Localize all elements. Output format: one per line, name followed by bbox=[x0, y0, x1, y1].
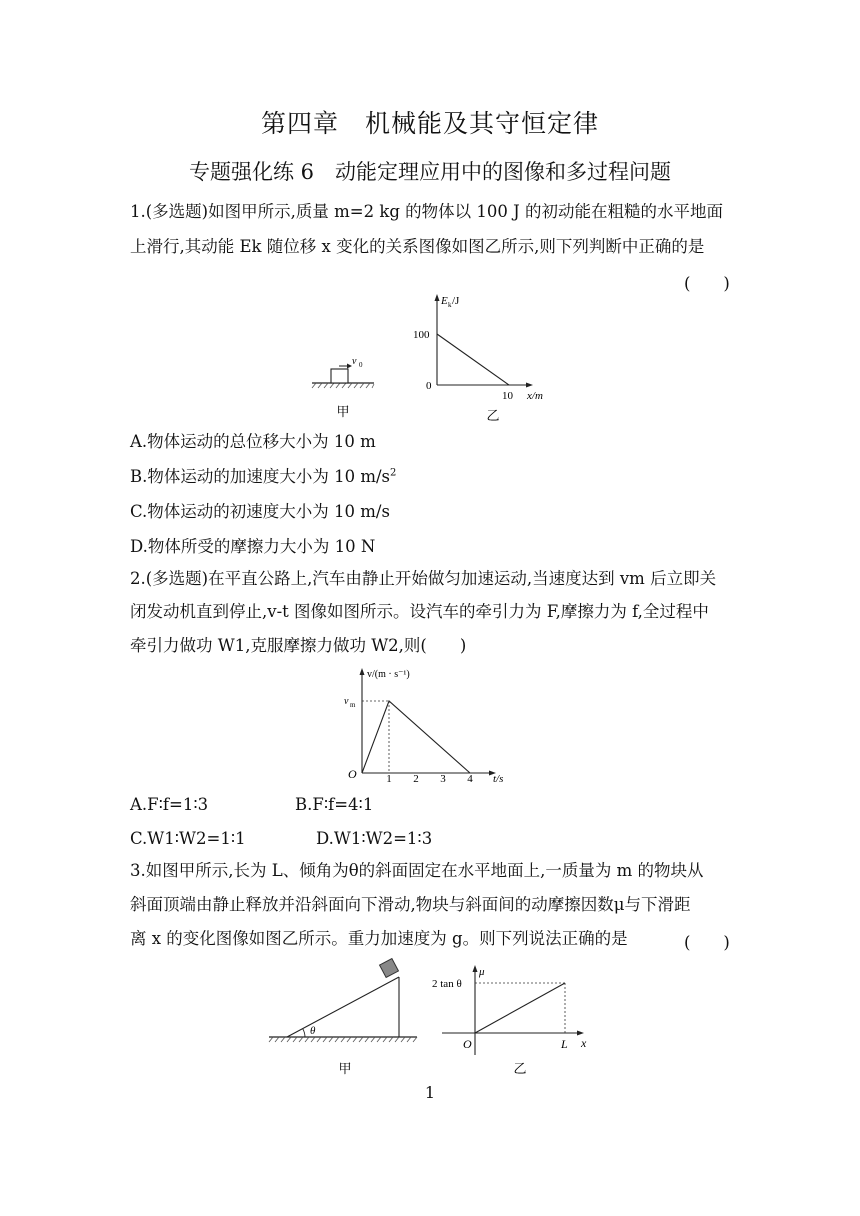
vm-label: v bbox=[344, 696, 349, 707]
fig-label-yi: 乙 bbox=[513, 1061, 527, 1076]
q1-line1: 1.(多选题)如图甲所示,质量 m=2 kg 的物体以 100 J 的初动能在粗糙的水平地面 bbox=[130, 202, 723, 221]
x-tick-3: 3 bbox=[440, 773, 446, 785]
v0-label: v bbox=[352, 356, 357, 367]
q1-line2: 上滑行,其动能 Ek 随位移 x 变化的关系图像如图乙所示,则下列判断中正确的是 bbox=[130, 237, 705, 256]
angle-label: θ bbox=[310, 1025, 316, 1037]
x-tick-2: 2 bbox=[413, 773, 419, 785]
block bbox=[331, 369, 348, 383]
fig-label-jia: 甲 bbox=[336, 404, 350, 419]
vm-subscript: m bbox=[350, 701, 356, 709]
q1-option-a: A.物体运动的总位移大小为 10 m bbox=[130, 432, 376, 451]
q3-figure-yi bbox=[428, 955, 598, 1080]
q1-answer-paren: ( ) bbox=[684, 274, 730, 293]
q1-figure-jia bbox=[308, 350, 378, 426]
q2-option-b: B.F∶f=4∶1 bbox=[295, 795, 374, 814]
x-tick-L: L bbox=[561, 1037, 568, 1051]
y-axis-label: E bbox=[441, 295, 448, 307]
q3-answer-paren: ( ) bbox=[684, 933, 730, 952]
vt-line bbox=[362, 701, 470, 773]
origin-label: 0 bbox=[426, 380, 432, 392]
page-number: 1 bbox=[424, 1083, 436, 1102]
y-axis-subscript: k bbox=[448, 301, 452, 309]
x-tick-10: 10 bbox=[502, 390, 513, 402]
q2-option-a: A.F∶f=1∶3 bbox=[130, 795, 209, 814]
x-axis-label: x/m bbox=[527, 390, 543, 402]
fig-label-jia: 甲 bbox=[338, 1061, 352, 1076]
q1-option-b: B.物体运动的加速度大小为 10 $m/s^2$ bbox=[130, 467, 397, 486]
q1-option-d: D.物体所受的摩擦力大小为 10 N bbox=[130, 537, 376, 556]
q1-figure-yi bbox=[405, 288, 565, 428]
q2-line2: 闭发动机直到停止,v-t 图像如图所示。设汽车的牵引力为 F,摩擦力为 f,全过程中 bbox=[130, 602, 709, 621]
x-tick-1: 1 bbox=[386, 773, 392, 785]
q2-line3: 牵引力做功 W1,克服摩擦力做功 W2,则( ) bbox=[130, 636, 467, 655]
chapter-title: 第四章 机械能及其守恒定律 bbox=[260, 109, 599, 138]
y-axis-label: μ bbox=[479, 966, 485, 978]
y-axis-unit: /J bbox=[452, 295, 460, 307]
q2-option-c: C.W1∶W2=1∶1 bbox=[130, 829, 246, 848]
mu-line bbox=[475, 983, 565, 1033]
x-tick-4: 4 bbox=[467, 773, 473, 785]
origin-label: O bbox=[348, 767, 357, 781]
q3-line2: 斜面顶端由静止释放并沿斜面向下滑动,物块与斜面间的动摩擦因数μ与下滑距 bbox=[130, 895, 691, 914]
block bbox=[380, 959, 399, 978]
q2-option-d: D.W1∶W2=1∶3 bbox=[316, 829, 433, 848]
y-tick-100: 100 bbox=[413, 329, 430, 341]
origin-label: O bbox=[463, 1037, 472, 1051]
y-tick-2tan: 2 tan θ bbox=[432, 978, 462, 990]
fig-label-yi: 乙 bbox=[486, 408, 500, 423]
q1-option-c: C.物体运动的初速度大小为 10 m/s bbox=[130, 502, 390, 521]
q3-line1: 3.如图甲所示,长为 L、倾角为θ的斜面固定在水平地面上,一质量为 m 的物块从 bbox=[130, 861, 704, 880]
incline bbox=[287, 977, 399, 1037]
x-axis-label: t/s bbox=[493, 773, 504, 785]
q2-line1: 2.(多选题)在平直公路上,汽车由静止开始做匀加速运动,当速度达到 vm 后立即关 bbox=[130, 569, 717, 588]
q3-line3: 离 x 的变化图像如图乙所示。重力加速度为 g。则下列说法正确的是 bbox=[130, 929, 628, 948]
section-title: 专题强化练 6 动能定理应用中的图像和多过程问题 bbox=[188, 160, 672, 184]
v0-subscript: 0 bbox=[359, 361, 363, 369]
q2-figure bbox=[340, 660, 520, 786]
y-axis-label: v/(m · s⁻¹) bbox=[367, 669, 410, 680]
q3-figure-jia bbox=[265, 955, 425, 1080]
x-axis-label: x bbox=[581, 1036, 587, 1050]
ek-line bbox=[437, 334, 509, 385]
